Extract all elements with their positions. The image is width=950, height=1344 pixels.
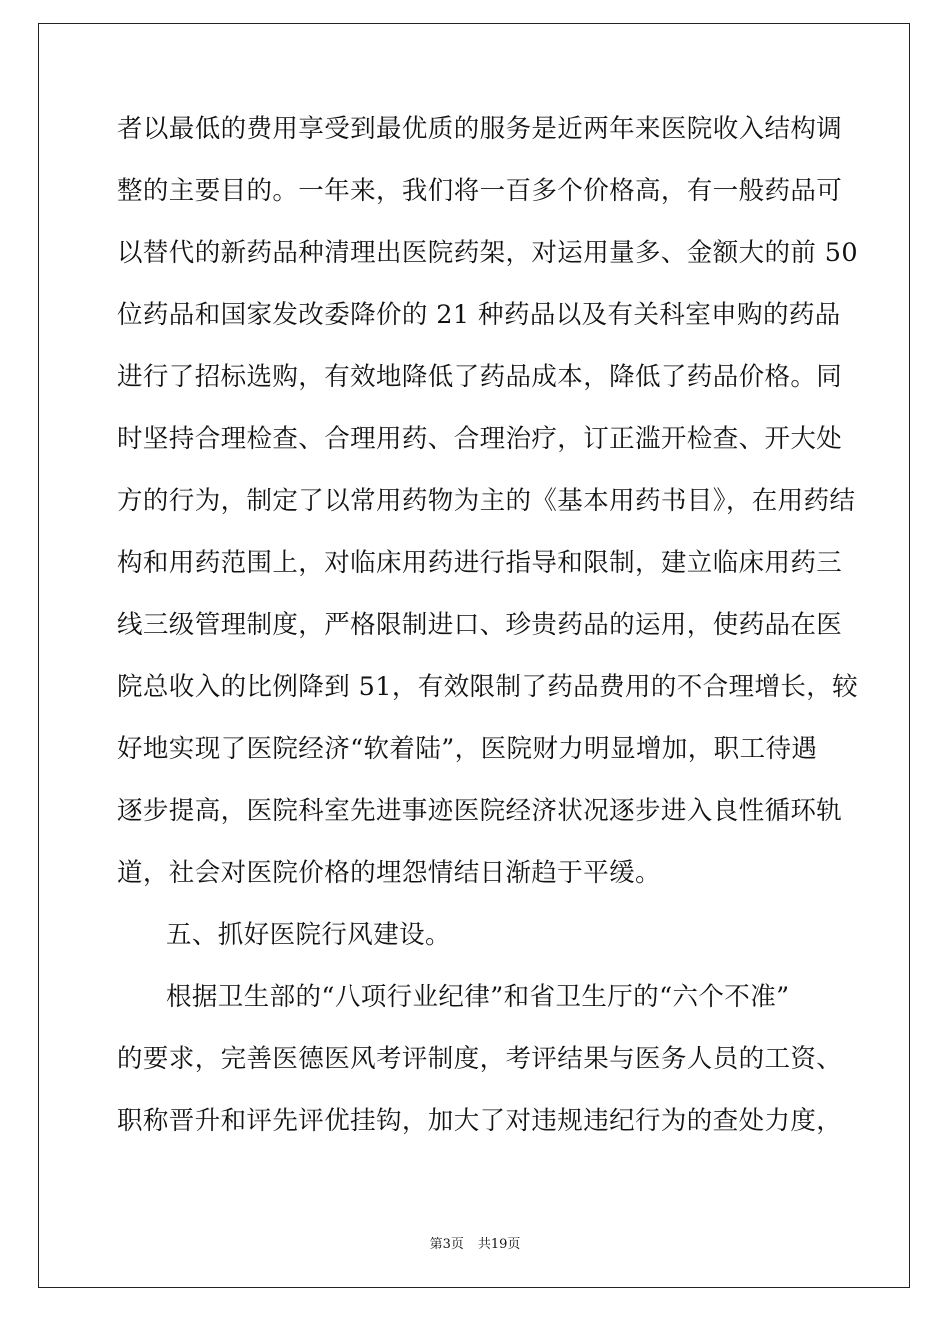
paragraph-line-11: 好地实现了医院经济“软着陆”，医院财力明显增加，职工待遇 (117, 734, 818, 764)
paragraph-line-1: 者以最低的费用享受到最优质的服务是近两年来医院收入结构调 (117, 114, 843, 144)
paragraph-line-7: 方的行为，制定了以常用药物为主的《基本用药书目》，在用药结 (117, 486, 856, 516)
paragraph-line-8: 构和用药范围上，对临床用药进行指导和限制，建立临床用药三 (117, 548, 843, 578)
paragraph-line-10: 院总收入的比例降到 51，有效限制了药品费用的不合理增长，较 (117, 672, 859, 702)
page-footer (0, 1233, 950, 1252)
paragraph-line-2: 整的主要目的。一年来，我们将一百多个价格高，有一般药品可 (117, 176, 843, 206)
paragraph-line-13: 道，社会对医院价格的埋怨情结日渐趋于平缓。 (117, 858, 661, 888)
paragraph-line-16: 的要求，完善医德医风考评制度，考评结果与医务人员的工资、 (117, 1044, 843, 1074)
paragraph-line-12: 逐步提高，医院科室先进事迹医院经济状况逐步进入良性循环轨 (117, 796, 843, 826)
section-heading: 五、抓好医院行风建设。 (166, 920, 451, 950)
paragraph-line-6: 时坚持合理检查、合理用药、合理治疗，订正滥开检查、开大处 (117, 424, 843, 454)
page-number: 第3页 (429, 1237, 464, 1252)
paragraph-line-4: 位药品和国家发改委降价的 21 种药品以及有关科室申购的药品 (117, 300, 841, 330)
paragraph-line-15: 根据卫生部的“八项行业纪律”和省卫生厅的“六个不准” (166, 982, 790, 1012)
paragraph-line-17: 职称晋升和评先评优挂钩，加大了对违规违纪行为的查处力度， (117, 1106, 843, 1136)
page-border (38, 23, 910, 1288)
paragraph-line-5: 进行了招标选购，有效地降低了药品成本，降低了药品价格。同 (117, 362, 843, 392)
paragraph-line-9: 线三级管理制度，严格限制进口、珍贵药品的运用，使药品在医 (117, 610, 843, 640)
page-total: 共19页 (477, 1237, 521, 1252)
paragraph-line-3: 以替代的新药品种清理出医院药架，对运用量多、金额大的前 50 (117, 238, 859, 268)
